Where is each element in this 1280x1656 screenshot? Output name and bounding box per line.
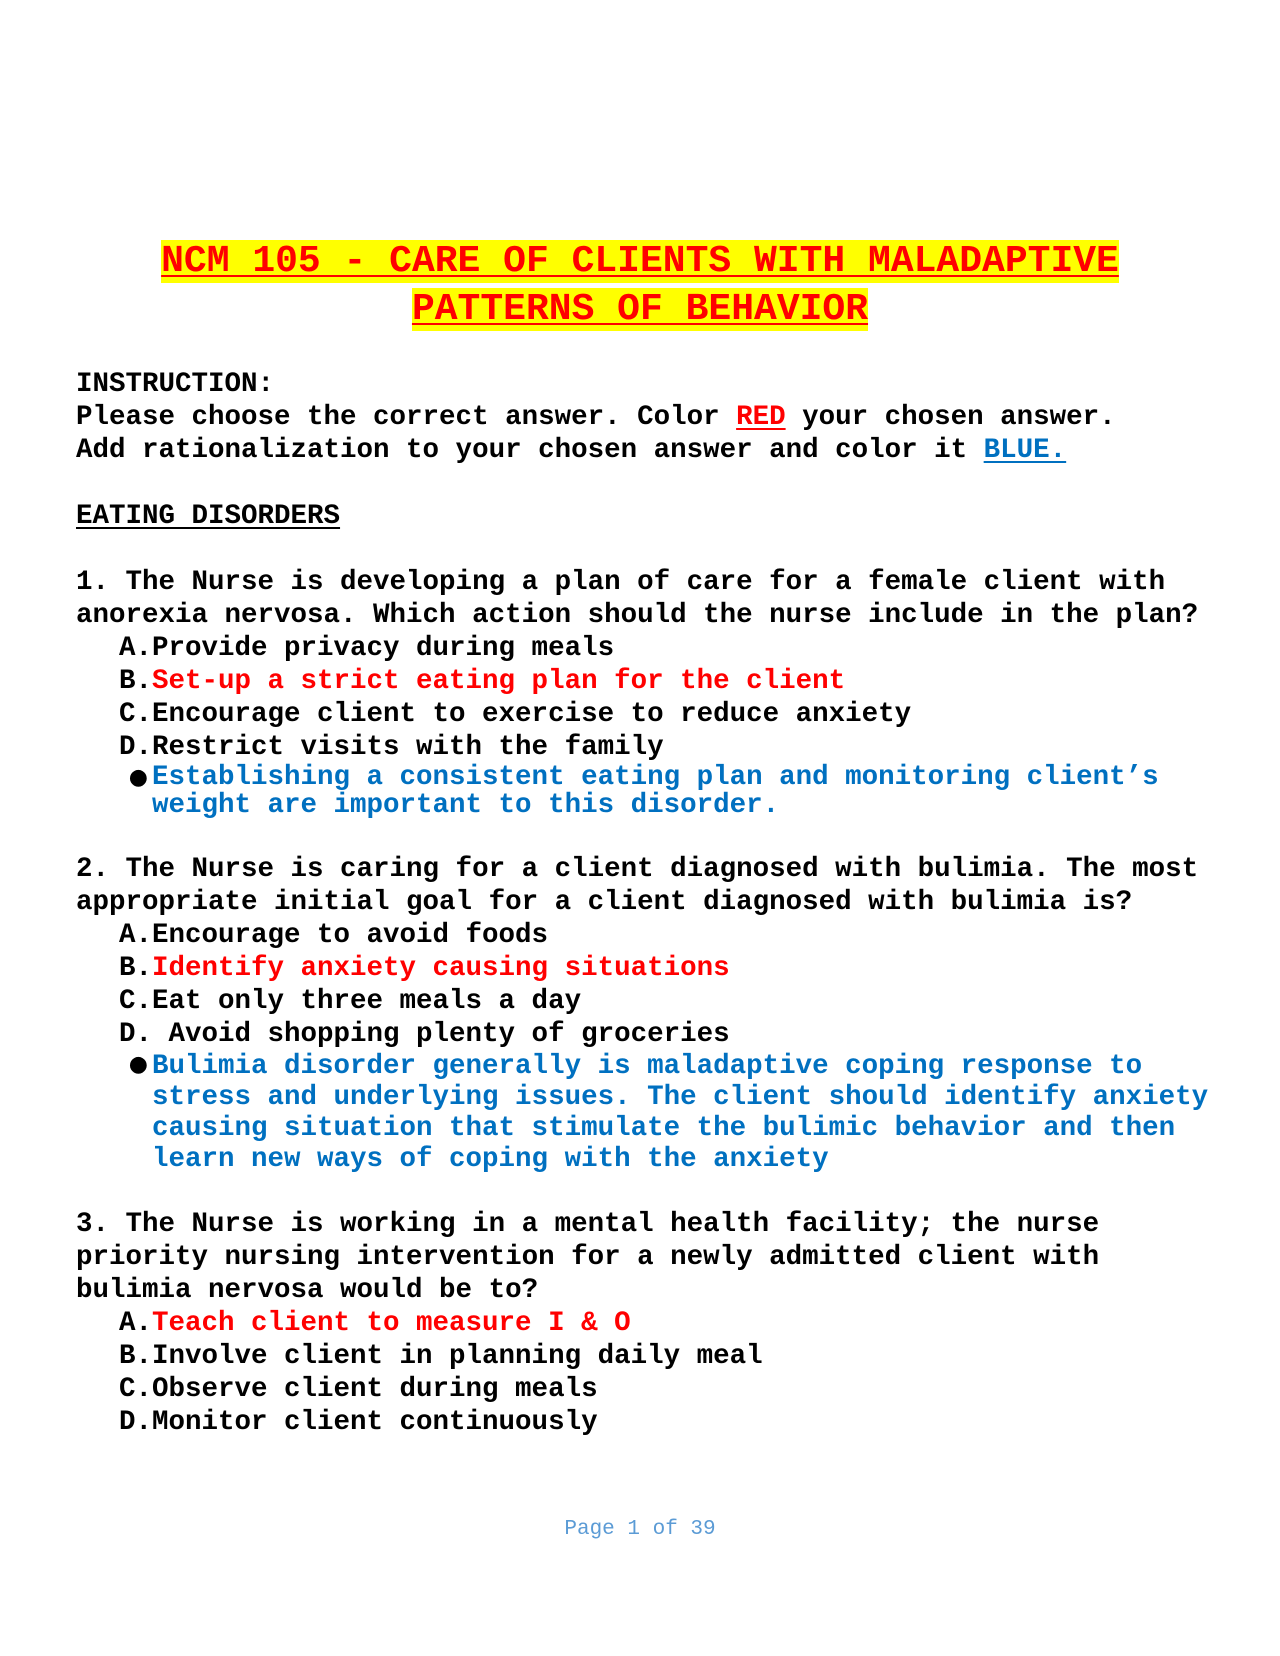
option-text: Provide privacy during meals <box>152 633 615 664</box>
option-marker: D. <box>118 1019 152 1050</box>
option-text: Restrict visits with the family <box>152 732 664 763</box>
option-a-selected-answer <box>76 1307 1226 1340</box>
option-marker: B. <box>118 953 152 984</box>
option-d <box>76 1018 1226 1051</box>
question-1 <box>76 566 1226 820</box>
option-text: Eat only three meals a day <box>152 986 582 1017</box>
question-2 <box>76 853 1226 1175</box>
instruction-line-1-post: your chosen answer. <box>785 402 1116 433</box>
rationale-item <box>76 1051 1226 1175</box>
option-marker: D. <box>118 1407 152 1438</box>
option-b-selected-answer <box>76 952 1226 985</box>
option-text: Encourage client to exercise to reduce anxiety <box>152 699 912 730</box>
question-stem: 1. The Nurse is developing a plan of care for a female client with anorexia nervosa. Which action should the nurse include in the plan? <box>76 567 1199 631</box>
option-marker: B. <box>118 1341 152 1372</box>
option-marker: C. <box>118 699 152 730</box>
rationale-text: Establishing a consistent eating plan and monitoring client’s weight are important to this disorder. <box>152 762 1159 821</box>
page-number-footer: Page 1 of 39 <box>564 1518 716 1541</box>
instruction-red-word: RED <box>736 402 786 433</box>
option-a <box>76 919 1226 952</box>
option-text: Monitor client continuously <box>152 1407 598 1438</box>
rationale-text: Bulimia disorder generally is maladaptive coping response to stress and underlying issues. The client should identify anxiety causing situation that stimulate the bulimic behavior and then learn new ways of coping with the anxiety <box>152 1051 1209 1175</box>
instruction-line-2 <box>76 434 1226 467</box>
instruction-line-1 <box>76 401 1226 434</box>
question-3 <box>76 1208 1226 1439</box>
instruction-heading: INSTRUCTION: <box>76 369 275 400</box>
option-list <box>76 919 1226 1175</box>
instruction-line-1-pre: Please choose the correct answer. Color <box>76 402 737 433</box>
option-d <box>76 731 1226 764</box>
option-b <box>76 1340 1226 1373</box>
question-stem: 3. The Nurse is working in a mental health facility; the nurse priority nursing intervention for a newly admitted client with bulimia nervosa would be to? <box>76 1209 1100 1306</box>
option-marker: B. <box>118 666 152 697</box>
option-c <box>76 1373 1226 1406</box>
bullet-icon: ● <box>128 765 148 790</box>
title-line-1: NCM 105 - CARE OF CLIENTS WITH MALADAPTIVE <box>161 240 1119 283</box>
question-stem: 2. The Nurse is caring for a client diagnosed with bulimia. The most appropriate initial goal for a client diagnosed with bulimia is? <box>76 854 1199 918</box>
option-marker: A. <box>118 920 152 951</box>
option-c <box>76 985 1226 1018</box>
option-marker: D. <box>118 732 152 763</box>
section-heading: EATING DISORDERS <box>76 501 341 532</box>
option-text: Set-up a strict eating plan for the client <box>152 666 846 697</box>
option-a <box>76 632 1226 665</box>
option-text: Teach client to measure I & O <box>152 1308 631 1339</box>
rationale-item <box>76 764 1226 820</box>
instruction-line-2-pre: Add rationalization to your chosen answer and color it <box>76 435 984 466</box>
option-marker: C. <box>118 986 152 1017</box>
option-list <box>76 632 1226 820</box>
document-title <box>70 238 1210 334</box>
option-list <box>76 1307 1226 1439</box>
title-line-2: PATTERNS OF BEHAVIOR <box>411 288 869 331</box>
option-text: Involve client in planning daily meal <box>152 1341 763 1372</box>
document-body <box>76 368 1226 1439</box>
option-text: Identify anxiety causing situations <box>152 953 730 984</box>
option-marker: A. <box>118 633 152 664</box>
option-marker: A. <box>118 1308 152 1339</box>
option-d <box>76 1406 1226 1439</box>
instruction-blue-word: BLUE. <box>983 435 1067 466</box>
instruction-block <box>76 368 1226 467</box>
bullet-icon: ● <box>128 1052 148 1077</box>
option-c <box>76 698 1226 731</box>
option-b-selected-answer <box>76 665 1226 698</box>
option-text: Avoid shopping plenty of groceries <box>152 1019 730 1050</box>
option-text: Observe client during meals <box>152 1374 598 1405</box>
option-marker: C. <box>118 1374 152 1405</box>
option-text: Encourage to avoid foods <box>152 920 549 951</box>
